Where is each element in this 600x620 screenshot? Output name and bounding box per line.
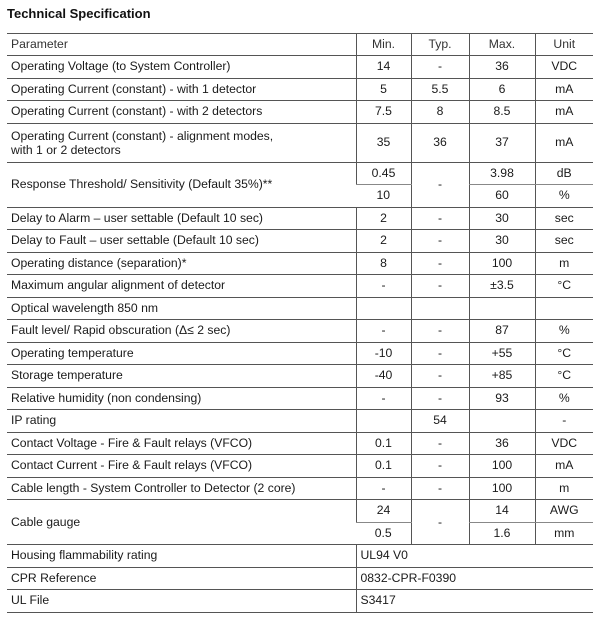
cell-value: UL94 V0: [356, 545, 593, 568]
cell-parameter: Operating distance (separation)*: [7, 252, 356, 275]
cell-typ: 36: [411, 123, 469, 162]
cell-max: 100: [469, 455, 535, 478]
cell-typ: -: [411, 275, 469, 298]
header-typ: Typ.: [411, 34, 469, 56]
cell-parameter: UL File: [7, 590, 356, 613]
cell-parameter: Delay to Alarm – user settable (Default 10 sec): [7, 207, 356, 230]
header-row: [7, 34, 593, 56]
cell-unit: mA: [535, 78, 593, 101]
cell-min: [356, 297, 411, 320]
cell-unit: sec: [535, 230, 593, 253]
cell-max: 30: [469, 207, 535, 230]
cell-typ: -: [411, 252, 469, 275]
cell-parameter: CPR Reference: [7, 567, 356, 590]
cell-unit: VDC: [535, 56, 593, 79]
table-row: [7, 78, 593, 101]
cell-max: 36: [469, 432, 535, 455]
cell-max: 37: [469, 123, 535, 162]
cell-parameter: Contact Voltage - Fire & Fault relays (VFCO): [7, 432, 356, 455]
cell-unit: mA: [535, 101, 593, 124]
cell-parameter: Housing flammability rating: [7, 545, 356, 568]
cell-max: 8.5: [469, 101, 535, 124]
cell-min: 0.45: [356, 162, 411, 185]
cell-max: 36: [469, 56, 535, 79]
cell-max: 100: [469, 477, 535, 500]
table-row: [7, 545, 593, 568]
cell-unit: VDC: [535, 432, 593, 455]
cell-max: 1.6: [469, 522, 535, 545]
cell-unit: m: [535, 477, 593, 500]
cell-min: 14: [356, 56, 411, 79]
table-row: [7, 387, 593, 410]
cell-typ: [411, 297, 469, 320]
cell-unit: %: [535, 320, 593, 343]
cell-unit: %: [535, 387, 593, 410]
cell-parameter: Operating Current (constant) - with 2 detectors: [7, 101, 356, 124]
cell-parameter: Storage temperature: [7, 365, 356, 388]
cell-min: 0.1: [356, 455, 411, 478]
cell-max: 14: [469, 500, 535, 523]
cell-max: +85: [469, 365, 535, 388]
table-row: [7, 342, 593, 365]
cell-parameter: Operating temperature: [7, 342, 356, 365]
cell-unit: [535, 297, 593, 320]
cell-parameter: [7, 123, 356, 162]
cell-max: 30: [469, 230, 535, 253]
table-row: [7, 455, 593, 478]
cell-typ: 54: [411, 410, 469, 433]
cell-parameter: IP rating: [7, 410, 356, 433]
table-row: [7, 297, 593, 320]
cell-min: -: [356, 320, 411, 343]
cell-unit: %: [535, 185, 593, 208]
table-row: [7, 590, 593, 613]
cell-max: 100: [469, 252, 535, 275]
cell-max: 93: [469, 387, 535, 410]
cell-min: -: [356, 477, 411, 500]
cell-typ: -: [411, 342, 469, 365]
cell-parameter-line2: with 1 or 2 detectors: [11, 142, 121, 157]
cell-value: S3417: [356, 590, 593, 613]
table-row: [7, 275, 593, 298]
cell-max: ±3.5: [469, 275, 535, 298]
cell-min: 0.5: [356, 522, 411, 545]
table-row: [7, 252, 593, 275]
cell-typ: -: [411, 455, 469, 478]
cell-parameter: Maximum angular alignment of detector: [7, 275, 356, 298]
cell-typ: -: [411, 320, 469, 343]
cell-typ: -: [411, 56, 469, 79]
cell-typ: 5.5: [411, 78, 469, 101]
cell-parameter: Delay to Fault – user settable (Default 10 sec): [7, 230, 356, 253]
cell-typ: -: [411, 500, 469, 545]
cell-typ: -: [411, 432, 469, 455]
spec-table: [7, 33, 593, 613]
cell-parameter: Operating Voltage (to System Controller): [7, 56, 356, 79]
cell-unit: °C: [535, 342, 593, 365]
header-min: Min.: [356, 34, 411, 56]
cell-min: 35: [356, 123, 411, 162]
table-row: [7, 56, 593, 79]
table-row: [7, 207, 593, 230]
cell-min: 8: [356, 252, 411, 275]
cell-min: [356, 410, 411, 433]
cell-max: [469, 297, 535, 320]
table-row: [7, 567, 593, 590]
cell-parameter: Operating Current (constant) - with 1 detector: [7, 78, 356, 101]
table-row: [7, 320, 593, 343]
cell-value: 0832-CPR-F0390: [356, 567, 593, 590]
cell-min: 10: [356, 185, 411, 208]
table-row: [7, 101, 593, 124]
cell-min: -: [356, 275, 411, 298]
table-row: [7, 123, 593, 162]
cell-max: 60: [469, 185, 535, 208]
table-row: [7, 410, 593, 433]
header-unit: Unit: [535, 34, 593, 56]
table-row: [7, 500, 593, 523]
cell-typ: -: [411, 477, 469, 500]
cell-unit: sec: [535, 207, 593, 230]
cell-parameter: Response Threshold/ Sensitivity (Default 35%)**: [7, 162, 356, 207]
cell-min: 24: [356, 500, 411, 523]
header-max: Max.: [469, 34, 535, 56]
cell-max: +55: [469, 342, 535, 365]
table-row: [7, 477, 593, 500]
cell-min: 7.5: [356, 101, 411, 124]
table-row: [7, 365, 593, 388]
cell-parameter-line1: Operating Current (constant) - alignment modes,: [11, 128, 274, 143]
cell-parameter: Relative humidity (non condensing): [7, 387, 356, 410]
cell-typ: -: [411, 387, 469, 410]
cell-max: 3.98: [469, 162, 535, 185]
table-row: [7, 432, 593, 455]
cell-parameter: Fault level/ Rapid obscuration (Δ≤ 2 sec): [7, 320, 356, 343]
cell-typ: -: [411, 207, 469, 230]
cell-unit: °C: [535, 365, 593, 388]
cell-min: -: [356, 387, 411, 410]
cell-typ: -: [411, 365, 469, 388]
table-row: [7, 230, 593, 253]
cell-min: 2: [356, 207, 411, 230]
cell-unit: m: [535, 252, 593, 275]
cell-typ: -: [411, 230, 469, 253]
table-row: [7, 162, 593, 185]
cell-unit: °C: [535, 275, 593, 298]
header-parameter: Parameter: [7, 34, 356, 56]
cell-parameter: Optical wavelength 850 nm: [7, 297, 356, 320]
cell-unit: -: [535, 410, 593, 433]
cell-max: 87: [469, 320, 535, 343]
page-title: Technical Specification: [7, 6, 151, 21]
cell-parameter: Cable length - System Controller to Detector (2 core): [7, 477, 356, 500]
cell-unit: dB: [535, 162, 593, 185]
cell-typ: -: [411, 162, 469, 207]
cell-min: 0.1: [356, 432, 411, 455]
cell-min: -40: [356, 365, 411, 388]
cell-parameter: Contact Current - Fire & Fault relays (VFCO): [7, 455, 356, 478]
cell-typ: 8: [411, 101, 469, 124]
cell-max: 6: [469, 78, 535, 101]
cell-unit: mm: [535, 522, 593, 545]
cell-min: -10: [356, 342, 411, 365]
cell-unit: mA: [535, 455, 593, 478]
cell-parameter: Cable gauge: [7, 500, 356, 545]
cell-unit: AWG: [535, 500, 593, 523]
cell-max: [469, 410, 535, 433]
cell-unit: mA: [535, 123, 593, 162]
cell-min: 5: [356, 78, 411, 101]
cell-min: 2: [356, 230, 411, 253]
